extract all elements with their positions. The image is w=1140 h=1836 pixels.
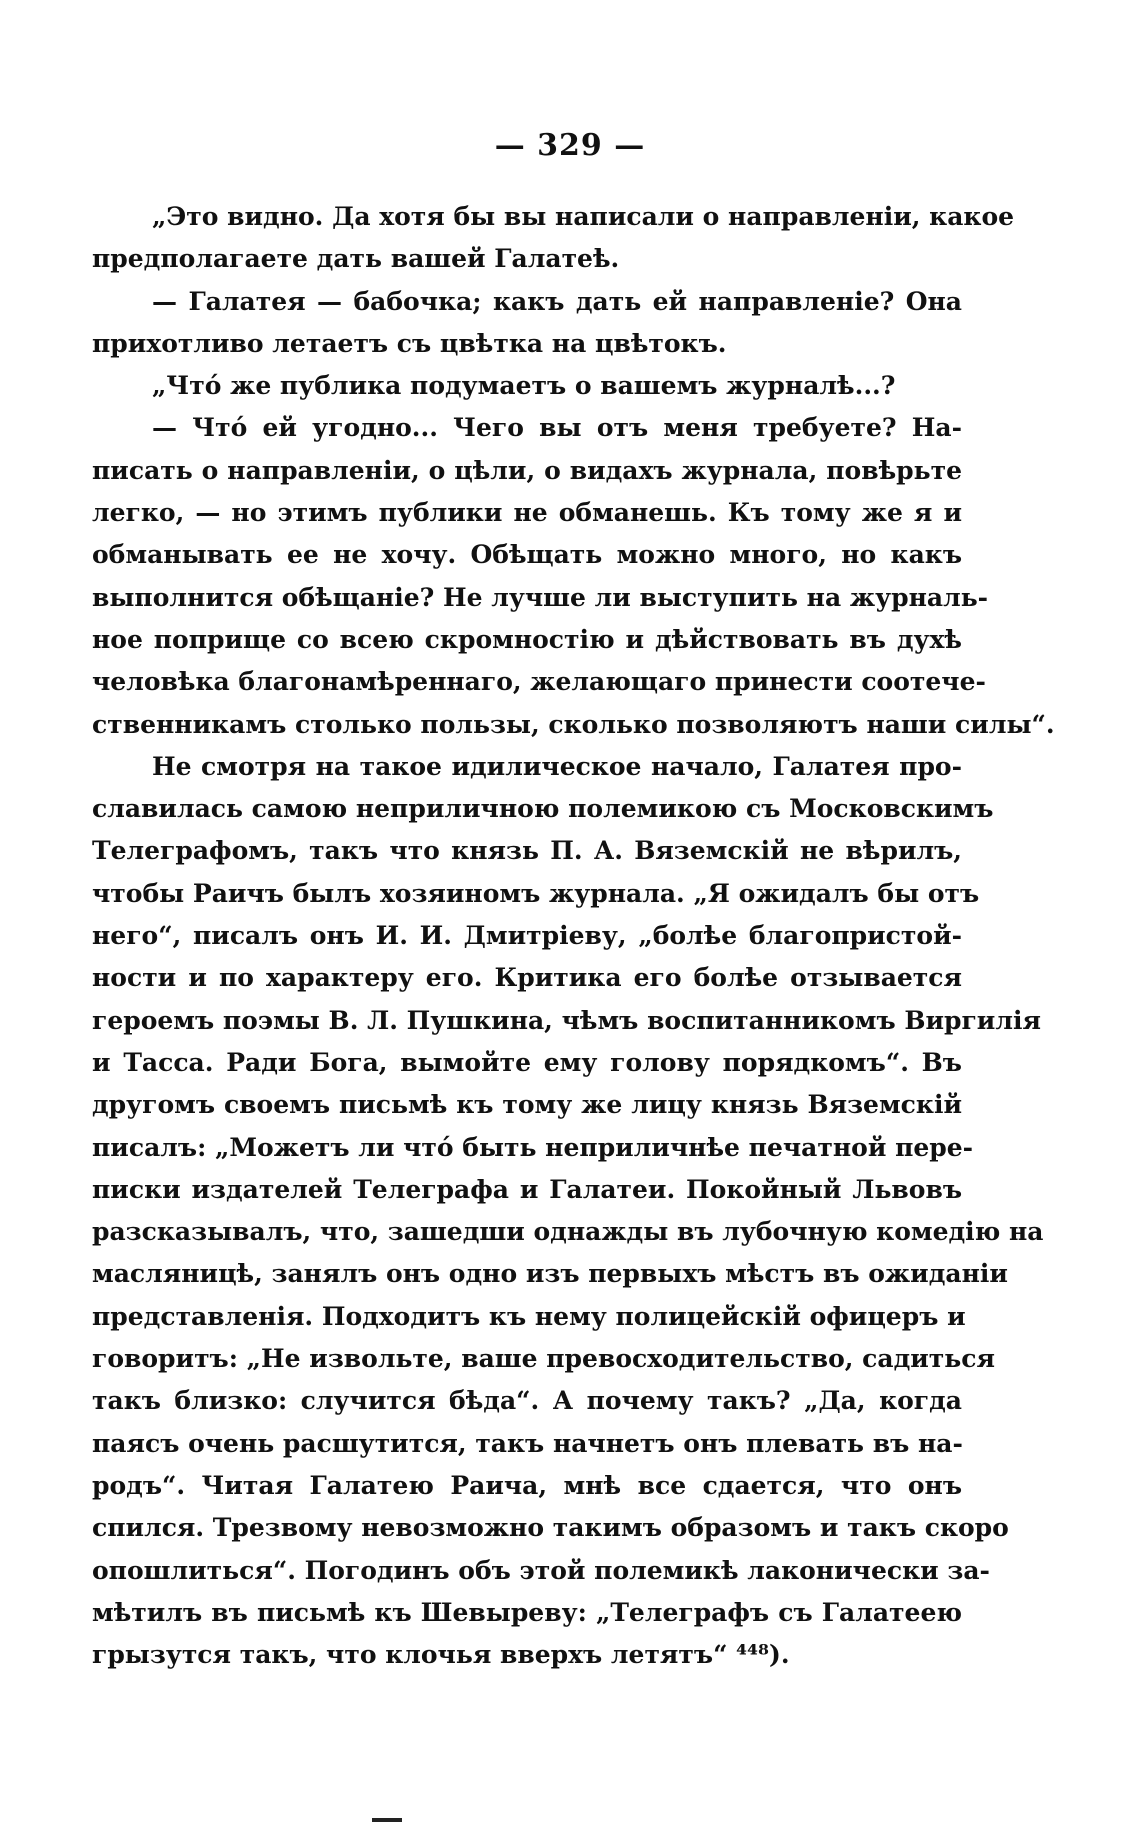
text-line: писки издателей Телеграфа и Галатеи. Покойный Львовъ (92, 1174, 962, 1204)
text-line: писать о направленіи, о цѣли, о видахъ журнала, повѣрьте (92, 455, 962, 485)
text-line: родъ“. Читая Галатею Раича, мнѣ все сдается, что онъ (92, 1470, 962, 1500)
text-line: масляницѣ, занялъ онъ одно изъ первыхъ мѣстъ въ ожиданіи (92, 1259, 1008, 1289)
text-line: и Тасса. Ради Бога, вымойте ему голову порядкомъ“. Въ (92, 1047, 962, 1077)
text-line: „Это видно. Да хотя бы вы написали о направленіи, какое (152, 202, 1015, 231)
text-line: чтобы Раичъ былъ хозяиномъ журнала. „Я ожидалъ бы отъ (92, 878, 980, 908)
text-line: человѣка благонамѣреннаго, желающаго принести соотече- (92, 667, 986, 697)
text-line: спился. Трезвому невозможно такимъ образомъ и такъ скоро (92, 1513, 1009, 1543)
body-text (92, 196, 1055, 1676)
text-line: разсказывалъ, что, зашедши однажды въ лубочную комедію на (92, 1217, 1044, 1247)
text-line: писалъ: „Можетъ ли чтó быть неприличнѣе печатной пере- (92, 1132, 974, 1162)
text-line: ности и по характеру его. Критика его болѣе отзывается (92, 963, 962, 993)
text-line: предполагаете дать вашей Галатеѣ. (92, 244, 620, 274)
text-line: Не смотря на такое идилическое начало, Галатея про- (152, 751, 962, 781)
text-line: прихотливо летаетъ съ цвѣтка на цвѣтокъ. (92, 328, 727, 358)
text-line: — Чтó ей угодно... Чего вы отъ меня требуете? На- (152, 413, 962, 443)
text-line: опошлиться“. Погодинъ объ этой полемикѣ лаконически за- (92, 1555, 990, 1585)
text-line: — Галатея — бабочка; какъ дать ей направленіе? Она (152, 286, 962, 316)
text-line: ное поприще со всею скромностію и дѣйствовать въ духѣ (92, 624, 962, 654)
text-line: Телеграфомъ, такъ что князь П. А. Вяземскій не вѣрилъ, (92, 836, 962, 866)
text-line: ственникамъ столько пользы, сколько позволяютъ наши силы“. (92, 709, 1055, 739)
text-line: представленія. Подходитъ къ нему полицейскій офицеръ и (92, 1301, 966, 1331)
text-line: обманывать ее не хочу. Обѣщать можно много, но какъ (92, 540, 962, 570)
text-line: выполнится обѣщаніе? Не лучше ли выступить на журналь- (92, 582, 989, 612)
text-line: мѣтилъ въ письмѣ къ Шевыреву: „Телеграфъ съ Галатеею (92, 1597, 962, 1627)
text-line: грызутся такъ, что клочья вверхъ летятъ“ ⁴⁴⁸). (92, 1640, 790, 1670)
text-line: „Чтó же публика подумаетъ о вашемъ журналѣ...? (152, 371, 896, 401)
text-line: славилась самою неприличною полемикою съ Московскимъ (92, 794, 994, 824)
text-line: другомъ своемъ письмѣ къ тому же лицу князь Вяземскій (92, 1090, 962, 1120)
text-line: легко, — но этимъ публики не обманешь. Къ тому же я и (92, 498, 962, 528)
printer-mark (372, 1818, 402, 1822)
text-line: паясъ очень расшутится, такъ начнетъ онъ плевать въ на- (92, 1428, 963, 1458)
text-line: такъ близко: случится бѣда“. А почему такъ? „Да, когда (92, 1386, 962, 1416)
text-line: героемъ поэмы В. Л. Пушкина, чѣмъ воспитанникомъ Виргилія (92, 1005, 1041, 1035)
text-line: говоритъ: „Не извольте, ваше превосходительство, садиться (92, 1344, 995, 1374)
text-line: него“, писалъ онъ И. И. Дмитріеву, „болѣе благопристой- (92, 921, 962, 951)
page-number: — 329 — (494, 128, 646, 163)
